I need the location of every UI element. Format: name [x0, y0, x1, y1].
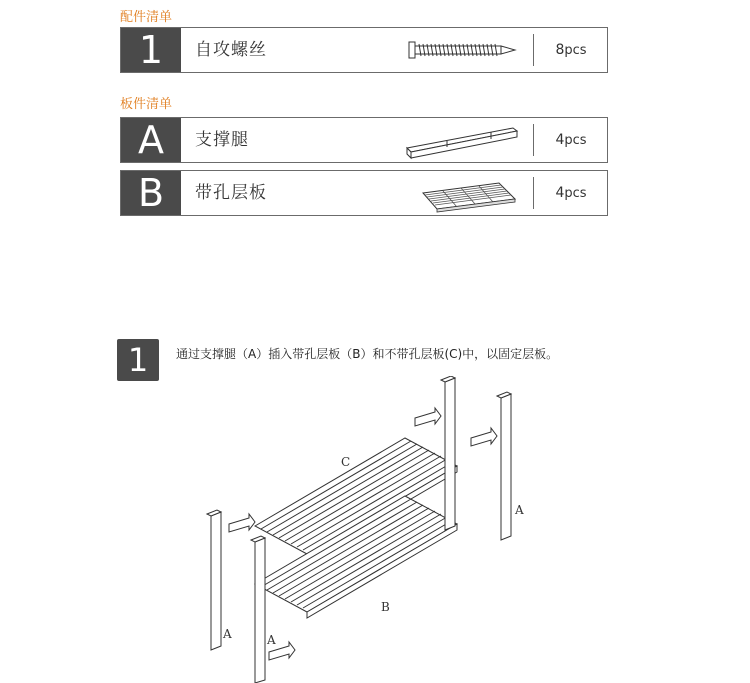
- label-a-center: A: [267, 633, 276, 647]
- label-c: C: [341, 455, 351, 469]
- label-a-right: A: [515, 503, 524, 517]
- step-instruction: 通过支撑腿（A）插入带孔层板（B）和不带孔层板(C)中，以固定层板。: [176, 347, 559, 361]
- screw-icon: [403, 30, 533, 70]
- label-b: B: [381, 600, 390, 614]
- part-row-screw: [120, 27, 608, 73]
- arrow-icon: [471, 428, 497, 446]
- part-name: 自攻螺丝: [195, 40, 267, 60]
- leg-front-center: [251, 536, 265, 683]
- board-name: 带孔层板: [195, 183, 267, 203]
- leg-icon: [403, 120, 533, 160]
- board-badge: B: [121, 171, 181, 215]
- leg-front-left: [207, 510, 221, 650]
- boards-list-title: 板件清单: [120, 97, 173, 112]
- part-badge: 1: [121, 28, 181, 72]
- leg-back-right: [497, 392, 511, 540]
- part-quantity: 8pcs: [555, 42, 587, 58]
- arrow-icon: [229, 514, 255, 532]
- board-quantity: 4pcs: [555, 132, 587, 148]
- step-number-badge: 1: [117, 339, 159, 381]
- board-badge: A: [121, 118, 181, 162]
- shelf-board-icon: [403, 173, 533, 213]
- leg-back-center: [441, 376, 455, 530]
- label-a-left: A: [223, 627, 232, 641]
- board-row-leg: [120, 117, 608, 163]
- arrow-icon: [415, 408, 441, 426]
- parts-list-title: 配件清单: [120, 10, 173, 25]
- assembly-diagram: [195, 376, 635, 683]
- board-name: 支撑腿: [195, 130, 249, 150]
- board-quantity: 4pcs: [555, 185, 587, 201]
- board-row-shelf: [120, 170, 608, 216]
